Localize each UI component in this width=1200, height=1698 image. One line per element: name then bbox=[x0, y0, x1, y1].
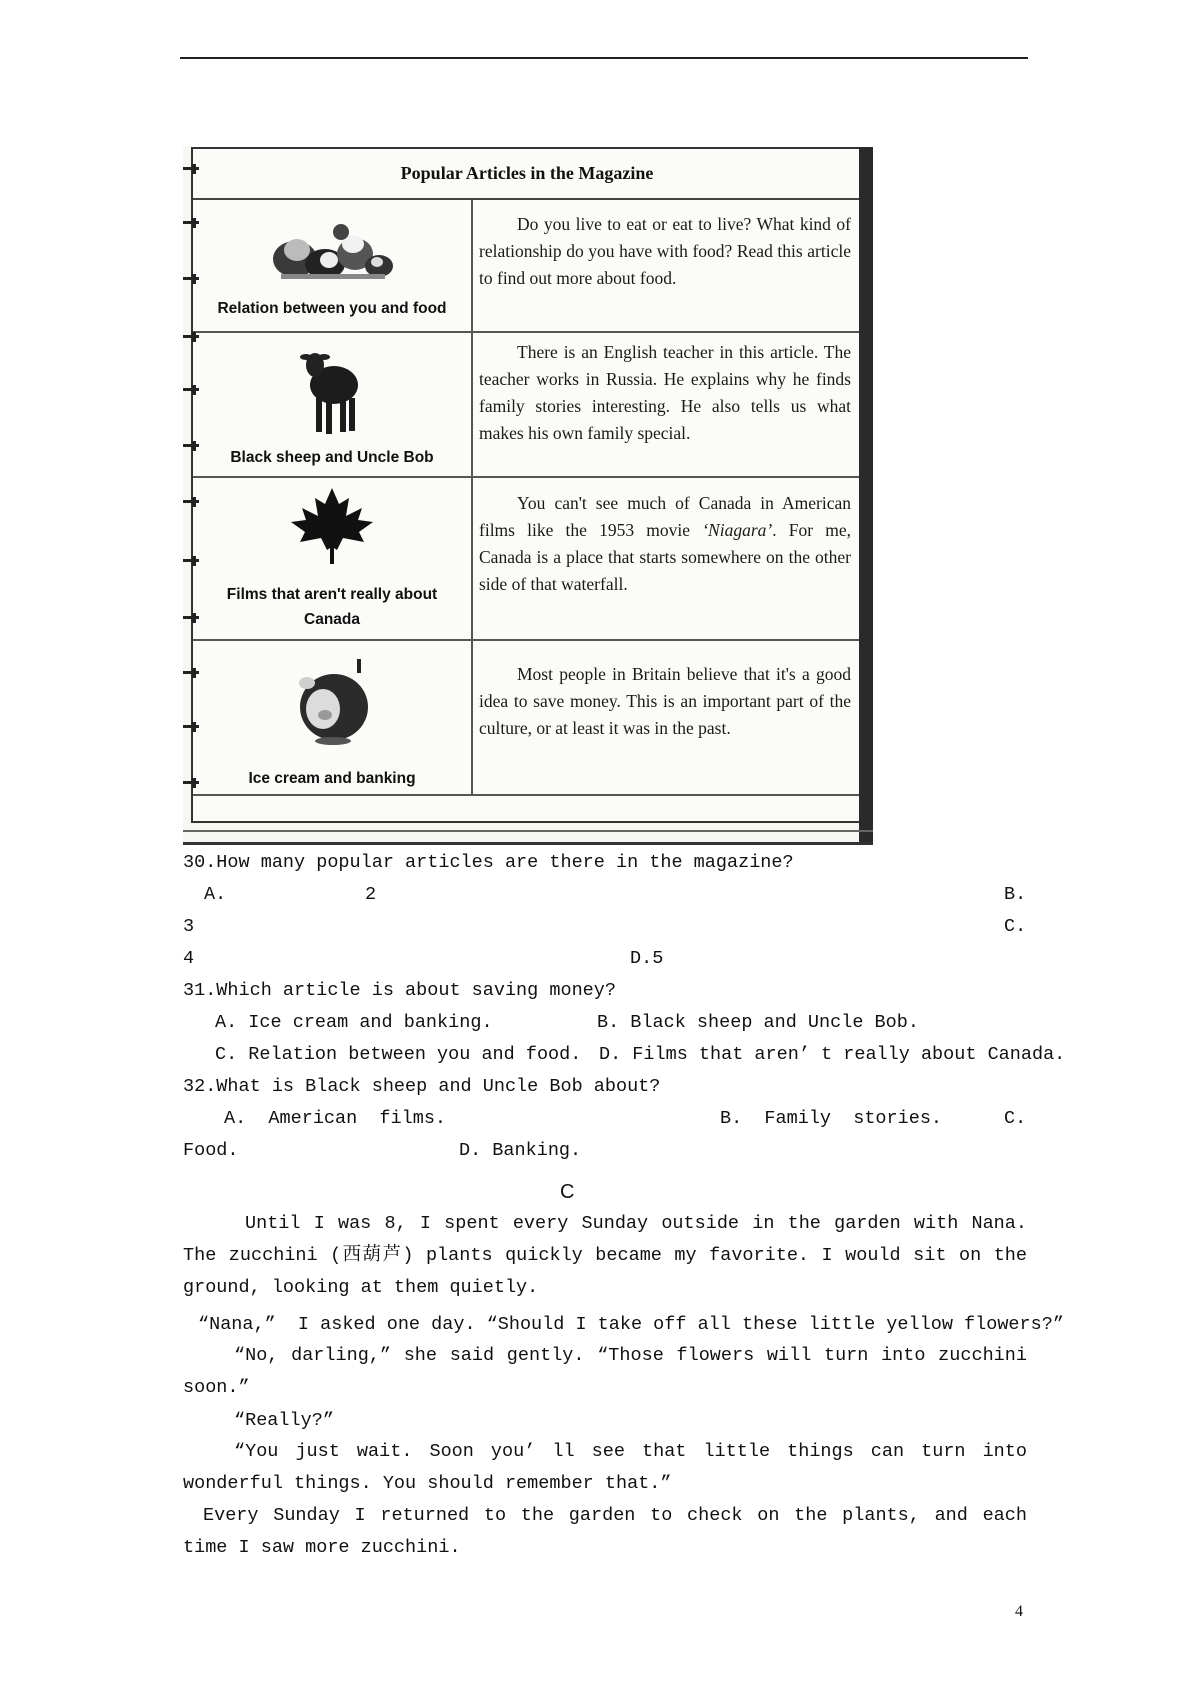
q30-option-c-value: 4 bbox=[183, 948, 195, 969]
q31-option-a: A. Ice cream and banking. bbox=[215, 1012, 493, 1033]
binder-ring bbox=[183, 781, 199, 784]
page-number: 4 bbox=[1015, 1603, 1023, 1620]
q31-option-b: B. Black sheep and Uncle Bob. bbox=[597, 1012, 919, 1033]
binder-ring bbox=[183, 444, 199, 447]
binder-ring bbox=[183, 671, 199, 674]
question-30-stem: 30.How many popular articles are there in the magazine? bbox=[183, 852, 794, 873]
binder-ring bbox=[183, 388, 199, 391]
magazine-spine bbox=[859, 147, 873, 842]
article-row-sheep bbox=[193, 333, 861, 478]
section-title: C bbox=[560, 1181, 575, 1203]
binder-ring bbox=[183, 167, 199, 170]
article-text-canada-title: ‘Niagara’ bbox=[702, 520, 773, 540]
header-rule bbox=[180, 57, 1028, 59]
passage-paragraph: Every Sunday I returned to the garden to check on the plants, and each time I saw more zucchini. bbox=[183, 1505, 1027, 1558]
maple-leaf-icon bbox=[193, 486, 471, 566]
article-row-banking bbox=[193, 641, 861, 796]
q30-option-c-label: C. bbox=[1004, 916, 1027, 937]
q30-option-b-label: B. bbox=[1004, 884, 1027, 905]
food-icon bbox=[193, 214, 471, 289]
binder-ring bbox=[183, 500, 199, 503]
question-32-stem: 32.What is Black sheep and Uncle Bob about? bbox=[183, 1076, 661, 1097]
binder-ring bbox=[183, 221, 199, 224]
q32-option-d: D. Banking. bbox=[459, 1140, 582, 1161]
passage-paragraph: “You just wait. Soon you’ ll see that little things can turn into wonderful things. You should remember that.” bbox=[183, 1441, 1027, 1494]
binder-ring bbox=[183, 616, 199, 619]
article-text-canada-part1: You can't see much of Canada in American films like the 1953 movie bbox=[479, 493, 851, 540]
q30-option-a-label: A. bbox=[204, 884, 227, 905]
q32-option-b: B. Family stories. bbox=[720, 1108, 943, 1129]
question-31-stem: 31.Which article is about saving money? bbox=[183, 980, 616, 1001]
article-row-food bbox=[193, 200, 861, 333]
article-text-food: Do you live to eat or eat to live? What kind of relationship do you have with food? Read this article to find out more about food. bbox=[479, 214, 851, 288]
article-text-canada bbox=[479, 490, 851, 598]
article-text-banking: Most people in Britain believe that it's a good idea to save money. This is an important part of the culture, or at least it was in the past. bbox=[479, 664, 851, 738]
binder-ring bbox=[183, 559, 199, 562]
q32-option-c-label: C. bbox=[1004, 1108, 1027, 1129]
q32-option-a: A. American films. bbox=[224, 1108, 447, 1129]
article-caption-food: Relation between you and food bbox=[217, 300, 447, 317]
article-text-sheep: There is an English teacher in this article. The teacher works in Russia. He explains why he finds family stories interesting. He also tells us what makes his own family special. bbox=[479, 342, 851, 443]
passage-paragraph: Until I was 8, I spent every Sunday outside in the garden with Nana. The zucchini (西葫芦) plants quickly became my favorite. I would sit on the ground, looking at them quietly. bbox=[183, 1213, 1027, 1298]
magazine-figure bbox=[183, 147, 873, 842]
q30-option-b-value: 3 bbox=[183, 916, 195, 937]
article-caption-canada: Films that aren't really about Canada bbox=[226, 586, 438, 628]
q32-option-c-value: Food. bbox=[183, 1140, 239, 1161]
piggy-bank-icon bbox=[193, 653, 471, 748]
binder-ring bbox=[183, 335, 199, 338]
magazine-page bbox=[191, 147, 863, 823]
passage-paragraph: “Nana,” I asked one day. “Should I take off all these little yellow flowers?” bbox=[198, 1314, 1064, 1335]
magazine-bottom-edge bbox=[183, 830, 873, 845]
binder-ring bbox=[183, 277, 199, 280]
article-text-canada-part2: . For me, Canada is a place that starts somewhere on the other side of that waterfall. bbox=[479, 520, 851, 594]
sheep-icon bbox=[193, 343, 471, 438]
article-caption-banking: Ice cream and banking bbox=[248, 770, 416, 787]
passage-paragraph: “Really?” bbox=[234, 1410, 334, 1431]
q30-option-a-value: 2 bbox=[365, 884, 377, 905]
q30-option-d: D.5 bbox=[630, 948, 664, 969]
article-caption-sheep: Black sheep and Uncle Bob bbox=[230, 449, 434, 466]
magazine-title: Popular Articles in the Magazine bbox=[193, 149, 861, 200]
binder-ring bbox=[183, 725, 199, 728]
q31-option-c: C. Relation between you and food. bbox=[215, 1044, 582, 1065]
q31-option-d: D. Films that aren’ t really about Canada. bbox=[599, 1044, 1066, 1065]
article-row-canada bbox=[193, 478, 861, 641]
passage-paragraph: “No, darling,” she said gently. “Those flowers will turn into zucchini soon.” bbox=[183, 1345, 1027, 1398]
